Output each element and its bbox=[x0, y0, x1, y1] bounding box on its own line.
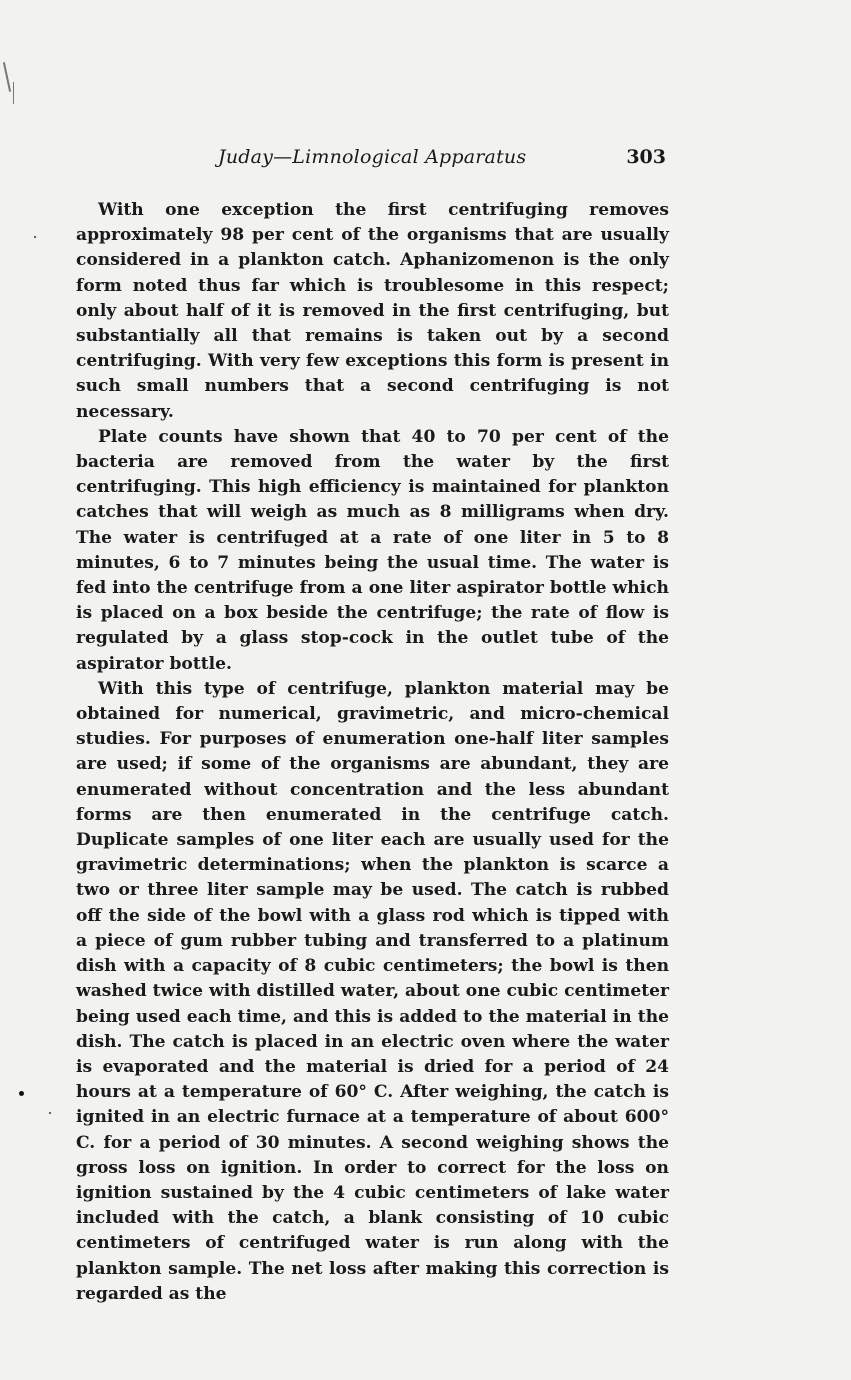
paragraph-1: With one exception the first centrifuging removes approximately 98 per cent of the organisms that are usually considered in a plankton catch. Aphanizomenon is the only form noted thus far which is troublesome in this respect; only about half of it is removed in the first centrifuging, but substantially all that remains is taken out by a second centrifuging. With very few exceptions this form is present in such small numbers that a second centrifuging is not necessary. bbox=[76, 200, 669, 422]
running-title: Juday—Limnological Apparatus bbox=[218, 146, 527, 168]
page-number: 303 bbox=[626, 146, 666, 168]
running-head bbox=[76, 146, 670, 172]
scan-edge-mark bbox=[3, 62, 11, 92]
margin-dot bbox=[19, 1091, 24, 1096]
body-text bbox=[76, 198, 669, 1307]
margin-speck bbox=[34, 236, 36, 238]
scan-edge-mark bbox=[13, 82, 14, 104]
paragraph-2: Plate counts have shown that 40 to 70 per cent of the bacteria are removed from the water by the first centrifuging. This high efficiency is maintained for plankton catches that will weigh as much as 8 milligrams when dry. The water is centrifuged at a rate of one liter in 5 to 8 minutes, 6 to 7 minutes being the usual time. The water is fed into the centrifuge from a one liter aspirator bottle which is placed on a box beside the centrifuge; the rate of flow is regulated by a glass stop-cock in the outlet tube of the aspirator bottle. bbox=[76, 426, 669, 674]
paragraph-3: With this type of centrifuge, plankton material may be obtained for numerical, gravimetric, and micro-chemical studies. For purposes of enumeration one-half liter samples are used; if some of the organisms are abundant, they are enumerated without concentration and the less abundant forms are then enumerated in the centrifuge catch. Duplicate samples of one liter each are usually used for the gravimetric determinations; when the plankton is scarce a two or three liter sample may be used. The catch is rubbed off the side of the bowl with a glass rod which is tipped with a piece of gum rubber tubing and transferred to a platinum dish with a capacity of 8 cubic centimeters; the bowl is then washed twice with distilled water, about one cubic centimeter being used each time, and this is added to the material in the dish. The catch is placed in an electric oven where the water is evaporated and the material is dried for a period of 24 hours at a temperature of 60° C. After weighing, the catch is ignited in an electric furnace at a temperature of about 600° C. for a period of 30 minutes. A second weighing shows the gross loss on ignition. In order to correct for the loss on ignition sustained by the 4 cubic centimeters of lake water included with the catch, a blank consisting of 10 cubic centimeters of centrifuged water is run along with the plankton sample. The net loss after making this correction is regarded as the bbox=[76, 678, 669, 1304]
margin-speck bbox=[49, 1112, 51, 1114]
